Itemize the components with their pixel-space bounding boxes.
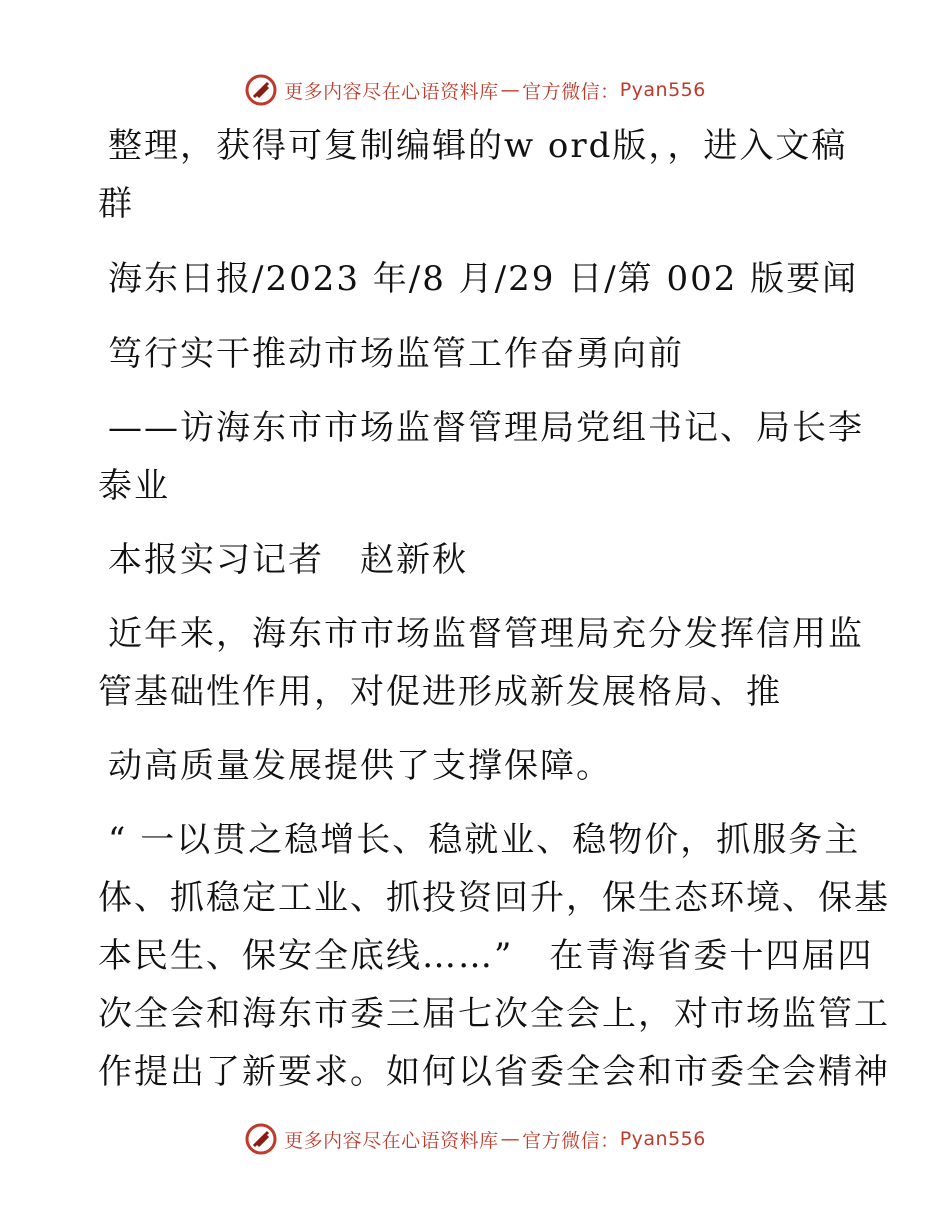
text-line: 作提出了新要求。如何以省委全会和市委全会精神	[98, 1052, 890, 1092]
text-line: 本民生、保安全底线……” 在青海省委十四届四	[98, 936, 874, 976]
watermark-official-label: 官方微信：	[522, 1129, 620, 1152]
text-line: 整理，获得可复制编辑的w ord版，，进入文稿	[108, 126, 848, 166]
article-title: 笃行实干推动市场监管工作奋勇向前	[108, 334, 684, 374]
watermark-wechat-id: Pyan556	[619, 79, 706, 101]
article-subtitle: ——访海东市市场监督管理局党组书记、局长李	[108, 408, 864, 448]
watermark-wechat-id: Pyan556	[619, 1128, 706, 1150]
logo-icon	[244, 73, 278, 107]
text-line: “ 一以贯之稳增长、稳就业、稳物价，抓服务主	[108, 820, 861, 860]
watermark-official-label: 官方微信：	[522, 80, 620, 103]
watermark-banner-top	[0, 72, 950, 108]
newspaper-dateline: 海东日报/2023 年/8 月/29 日/第 002 版要闻	[108, 259, 859, 299]
watermark-banner-bottom	[0, 1121, 950, 1157]
watermark-text: 更多内容尽在心语资料库	[284, 80, 499, 103]
text-line: 管基础性作用，对促进形成新发展格局、推	[98, 672, 782, 712]
article-subtitle-cont: 泰业	[98, 466, 170, 506]
byline: 本报实习记者 赵新秋	[108, 540, 468, 580]
logo-icon	[244, 1122, 278, 1156]
watermark-text: 更多内容尽在心语资料库	[284, 1129, 499, 1152]
text-line: 群	[98, 184, 134, 224]
text-line: 近年来，海东市市场监督管理局充分发挥信用监	[108, 614, 864, 654]
watermark-dash: —	[500, 79, 521, 101]
watermark-dash: —	[500, 1128, 521, 1150]
text-line: 体、抓稳定工业、抓投资回升，保生态环境、保基	[98, 878, 890, 918]
text-line: 次全会和海东市委三届七次全会上，对市场监管工	[98, 994, 890, 1034]
text-line: 动高质量发展提供了支撑保障。	[108, 746, 612, 786]
